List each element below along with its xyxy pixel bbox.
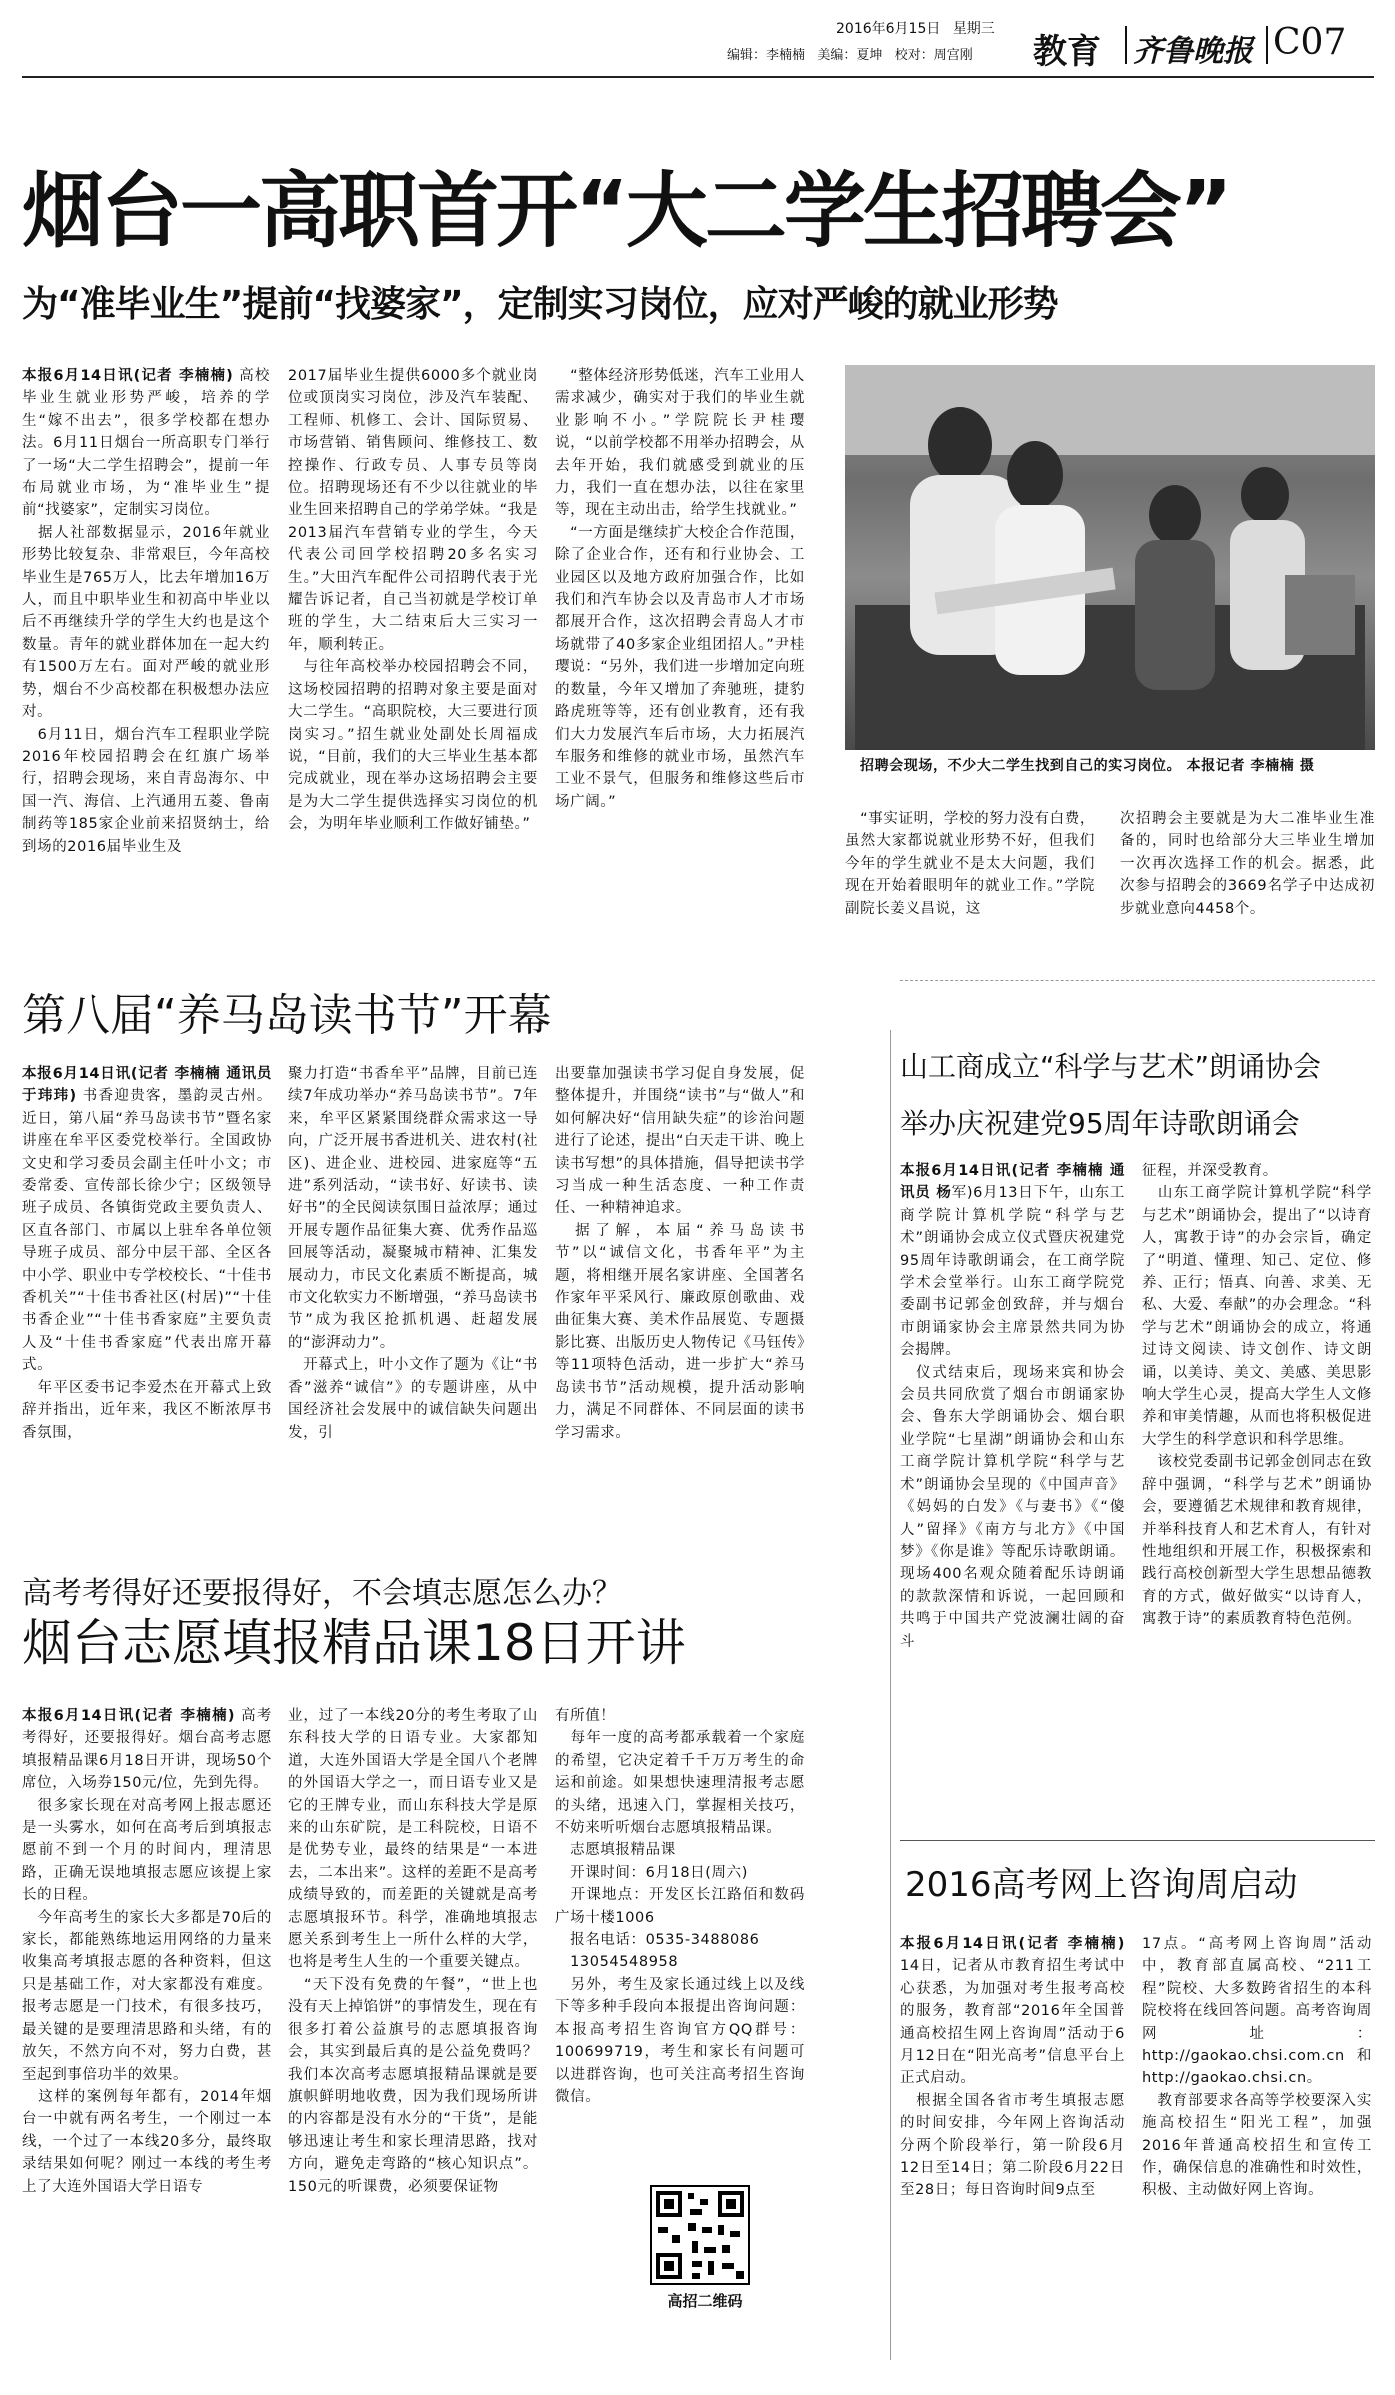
- a5-text-1: 14日，记者从市教育招生考试中心获悉，为加强对考生报考高校的服务，教育部“2016年全国普通高校招生网上咨询周”活动于6月12日在“阳光高考”信息平台上正式启动。 根据全国各省市考生填报志愿的时间安排，今年网上咨询活动分两个阶段举行，第一阶段6月12日至14日；第二阶段6月22日至28日；每日咨询时间9点至: [900, 1958, 1125, 2199]
- photo-illustration-icon: [845, 365, 1375, 750]
- a4-col3: 有所值！ 每年一度的高考都承载着一个家庭的希望，它决定着千千万万考生的命运和前途。如果想快速理清报考志愿的头绪，迅速入门，掌握相关技巧，不妨来听听烟台志愿填报精品课。 志愿填报精品课 开课时间：6月18日(周六) 开课地点：开发区长江路佰和数码广场十楼1006 报名电话：0535-3488086 13054548958 另外，考生及家长通过线上以及线下等多种手段向本报提出咨询问题：本报高考招生咨询官方QQ群号：100699719，考生和家长有问题可以进群咨询，也可关注高考招生咨询微信。: [555, 1708, 805, 2105]
- a2-text-1: 书香迎贵客，墨韵灵古州。近日，第八届“养马岛读书节”暨名家讲座在牟平区委党校举行。全国政协文史和学习委员会副主任叶小文；市委常委、宣传部长徐少宁；区级领导班子成员、各镇街党政主要负责人、区直各部门、市属以上驻牟各单位领导班子成员、部分中层干部、全区各中小学、职业中专学校校长、“十佳书香机关”“十佳书香社区(村居)”“十佳书香企业”“十佳书香家庭”主要负责人及“十佳书香家庭”代表出席开幕式。 年平区委书记李爱杰在开幕式上致辞并指出，近年来，我区不断浓厚书香氛围，: [22, 1088, 272, 1441]
- a5-title: 2016高考网上咨询周启动: [905, 1865, 1298, 1905]
- a2-col3: 出要靠加强读书学习促自身发展，促整体提升，并围绕“读书”与“做人”和如何解决好“信用缺失症”的诊治问题进行了论述，提出“白天走干讲、晚上读书写想”的具体措施，倡导把读书学习当成一种生活态度、一种工作责任、一种精神追求。 据了解，本届“养马岛读书节”以“诚信文化，书香年平”为主题，将相继开展名家讲座、全国著名作家年平采风行、廉政原创歌曲、戏曲征集大赛、美术作品展览、专题摄影比赛、出版历史人物传记《马钰传》等11项特色活动，进一步扩大“养马岛读书节”活动规模，提升活动影响力，满足不同群体、不同层面的读书学习需求。: [555, 1066, 805, 1441]
- masthead-date: [836, 18, 1016, 38]
- a1-subtitle: 为“准毕业生”提前“找婆家”，定制实习岗位，应对严峻的就业形势: [22, 284, 1058, 325]
- a3-title-2: 举办庆祝建党95周年诗歌朗诵会: [900, 1107, 1300, 1140]
- a4-title: 烟台志愿填报精品课18日开讲: [22, 1614, 686, 1672]
- qr-caption: 高招二维码: [667, 2292, 743, 2310]
- a4-col2: 业，过了一本线20分的考生考取了山东科技大学的日语专业。大家都知道，大连外国语大学是全国八个老牌的外国语大学之一，而日语专业又是它的王牌专业，而山东科技大学是原来的山东矿院，是工科院校，日语不是优势专业，最终的结果是“一本进去，二本出来”。这样的差距不是高考成绩导致的，而差距的关键就是高考志愿填报环节。科学，准确地填报志愿关系到考生上一所什么样的大学，也将是考生人生的一个重要关键点。 “天下没有免费的午餐”，“世上也没有天上掉馅饼”的事情发生，现在有很多打着公益旗号的志愿填报咨询会，其实到最后真的是公益免费吗？我们本次高考志愿填报精品课就是要旗帜鲜明地收费，因为我们现场所讲的内容都是没有水分的“干货”，是能够迅速让考生和家长理清思路，找对方向，避免走弯路的“核心知识点”。150元的听课费，必须要保证物: [288, 1708, 538, 2195]
- a3-title-1: 山工商成立“科学与艺术”朗诵协会: [900, 1050, 1322, 1083]
- a3-text-1: 军)6月13日下午，山东工商学院计算机学院“科学与艺术”朗诵协会成立仪式暨庆祝建党95周年诗歌朗诵会，在工商学院学术会堂举行。山东工商学院党委副书记郭金创致辞，并与烟台市朗诵家协会主席景然共同为协会揭牌。 仪式结束后，现场来宾和协会会员共同欣赏了烟台市朗诵家协会、鲁东大学朗诵协会、烟台职业学院“七星湖”朗诵协会和山东工商学院计算机学院“科学与艺术”朗诵协会呈现的《中国声音》《妈妈的白发》《与妻书》《“傻人”留择》《南方与北方》《中国梦》《你是谁》等配乐诗歌朗诵。现场400名观众随着配乐诗朗诵的款款深情和诉说，一起回顾和共鸣于中国共产党波澜壮阔的奋斗: [900, 1185, 1125, 1650]
- a4-col1: [22, 1705, 272, 2380]
- column-divider: [890, 1030, 891, 2360]
- a3-dateline: 本报6月14日讯(记者 李楠楠 通讯员 杨: [900, 1163, 1125, 1202]
- date: 2016年6月15日: [836, 21, 941, 37]
- a1-photo: [845, 365, 1375, 750]
- a1-photo-caption: 招聘会现场，不少大二学生找到自己的实习岗位。 本报记者 李楠楠 摄: [860, 758, 1315, 774]
- a1-col3: “整体经济形势低迷，汽车工业用人需求减少，确实对于我们的毕业生就业影响不小。”学院院长尹桂璎说，“以前学校都不用举办招聘会，从去年开始，我们就感受到就业的压力，我们一直在想办法，以往在家里等，现在主动出击，给学生找就业。” “一方面是继续扩大校企合作范围，除了企业合作，还有和行业协会、工业园区以及地方政府加强合作，比如我们和汽车协会以及青岛市人才市场都展开合作，这次招聘会青岛人才市场就带了40多家企业组团招人。”尹桂璎说：“另外，我们进一步增加定向班的数量，今年又增加了奔驰班，捷豹路虎班等等，还有创业教育，还有我们大力发展汽车后市场，大力拓展汽车服务和维修的就业市场，虽然汽车工业不景气，但服务和维修这些后市场广阔。”: [555, 368, 805, 810]
- a4-dateline: 本报6月14日讯(记者 李楠楠): [22, 1708, 236, 1724]
- paper-logo: 齐鲁晚报: [1133, 34, 1253, 69]
- qr-code-icon: [652, 2187, 748, 2283]
- a4-kicker: 高考考得好还要报得好，不会填志愿怎么办？: [22, 1576, 622, 1611]
- weekday: 星期三: [952, 21, 995, 37]
- a2-title: 第八届“养马岛读书节”开幕: [22, 990, 552, 1041]
- separator-bar: [1266, 26, 1268, 64]
- a2-col1: [22, 1063, 278, 1563]
- top-rule: [22, 76, 1374, 79]
- divider: [900, 980, 1375, 981]
- a1-col4: “事实证明，学校的努力没有白费，虽然大家都说就业形势不好，但我们今年的学生就业不是太大问题，我们现在开始着眼明年的就业工作。”学院副院长姜义昌说，这: [845, 811, 1095, 917]
- a2-dateline: 本报6月14日讯(记者 李楠楠 通讯员 于玮玮): [22, 1066, 278, 1105]
- a1-text-1: 高校毕业生就业形势严峻，培养的学生“嫁不出去”，很多学校都在想办法。6月11日烟台一所高职专门举行了一场“大二学生招聘会”，提前一年布局就业市场，为“准毕业生”提前“找婆家”，定制实习岗位。 据人社部数据显示，2016年就业形势比较复杂、非常艰巨，今年高校毕业生是765万人，比去年增加16万人，而且中职毕业生和初高中毕业以后不再继续升学的学生大约也是这个数量。青年的就业群体加在一起大约有1500万左右。面对严峻的就业形势，烟台不少高校都在积极想办法应对。 6月11日，烟台汽车工程职业学院2016年校园招聘会在红旗广场举行，招聘会现场，来自青岛海尔、中国一汽、海信、上汽通用五菱、鲁南制药等185家企业前来招贤纳士，给到场的2016届毕业生及: [22, 368, 270, 855]
- a1-col5: 次招聘会主要就是为大二准毕业生准备的，同时也给部分大三毕业生增加一次再次选择工作的机会。据悉，此次参与招聘会的3669名学子中达成初步就业意向4458个。: [1120, 811, 1375, 917]
- section-title: 教育: [1033, 32, 1101, 72]
- qr-code[interactable]: [650, 2185, 750, 2285]
- a4-text-1: 高考考得好，还要报得好。烟台高考志愿填报精品课6月18日开讲，现场50个席位，入场券150元/位，先到先得。 很多家长现在对高考网上报志愿还是一头雾水，如何在高考后到填报志愿前不到一个月的时间内，理清思路，正确无误地填报志愿应该提上家长的日程。 今年高考生的家长大多都是70后的家长，都能熟练地运用网络的力量来收集高考填报志愿的各种资料，但这只是基础工作，对大家都没有难度。报考志愿是一门技术，有很多技巧，最关键的是要理清思路和头绪，有的放矢，不然方向不对，努力白费，甚至起到事倍功半的效果。 这样的案例每年都有，2014年烟台一中就有两名考生，一个刚过一本线，一个过了一本线20多分，最终取录结果如何呢？刚过一本线的考生考上了大连外国语大学日语专: [22, 1708, 272, 2195]
- masthead-credits: 编辑：李楠楠 美编：夏坤 校对：周宫刚: [727, 48, 973, 63]
- a5-dateline: 本报6月14日讯(记者 李楠楠): [900, 1936, 1125, 1952]
- separator-bar: [1125, 26, 1127, 64]
- a1-col2: 2017届毕业生提供6000多个就业岗位或顶岗实习岗位，涉及汽车装配、工程师、机修工、会计、国际贸易、市场营销、销售顾问、维修技工、数控操作、行政专员、人事专员等岗位。招聘现场还有不少以往就业的毕业生回来招聘自己的学弟学妹。“我是2013届汽车营销专业的学生，今天代表公司回学校招聘20多名实习生。”大田汽车配件公司招聘代表于光耀告诉记者，自己当初就是学校订单班的学生，大二结束后大三实习一年，顺利转正。 与往年高校举办校园招聘会不同，这场校园招聘的招聘对象主要是面对大二学生。“高职院校，大三要进行顶岗实习。”招生就业处副处长周福成说，“目前，我们的大三毕业生基本都完成就业，现在举办这场招聘会主要是为大二学生提供选择实习岗位的机会，为明年毕业顺利工作做好铺垫。”: [288, 368, 538, 833]
- a5-col1: [900, 1933, 1125, 2363]
- a2-col2: 聚力打造“书香牟平”品牌，目前已连续7年成功举办“养马岛读书节”。7年来，牟平区紧紧围绕群众需求这一导向，广泛开展书香进机关、进农村(社区)、进企业、进校园、进家庭等“五进”系列活动，“读书好、好读书、读好书”的全民阅读氛围日益浓厚；通过开展专题作品征集大赛、优秀作品巡回展等活动，凝聚城市精神、汇集发展动力，市民文化素质不断提高，城市文化软实力不断增强，“养马岛读书节”成为我区抢抓机遇、赶超发展的“澎湃动力”。 开幕式上，叶小文作了题为《让“书香”滋养“诚信”》的专题讲座，从中国经济社会发展中的诚信缺失问题出发，引: [288, 1066, 538, 1441]
- a1-title: 烟台一高职首开“大二学生招聘会”: [22, 164, 1230, 259]
- a5-col2: 17点。“高考网上咨询周”活动中，教育部直属高校、“211工程”院校、大多数跨省招生的本科院校将在线回答问题。高考咨询周网址：http://gaokao.chsi.com.cn和http://gaokao.chsi.cn。 教育部要求各高等学校要深入实施高校招生“阳光工程”，加强2016年普通高校招生和宣传工作，确保信息的准确性和时效性，积极、主动做好网上咨询。: [1142, 1936, 1372, 2199]
- a1-col1: [22, 365, 270, 965]
- divider: [900, 1840, 1375, 1841]
- a1-dateline: 本报6月14日讯(记者 李楠楠): [22, 368, 234, 384]
- page-number: C07: [1273, 22, 1347, 63]
- a3-col2: 征程，并深受教育。 山东工商学院计算机学院“科学与艺术”朗诵协会，提出了“以诗育人，寓教于诗”的办会宗旨，确定了“明道、懂理、知己、定位、修养、正行；悟真、向善、求美、无私、大爱、奉献”的办会理念。“科学与艺术”朗诵协会的成立，将通过诗文阅读、诗文创作、诗文朗诵，以美诗、美文、美感、美思影响大学生心灵，提高大学生人文修养和审美情趣，从而也将积极促进大学生的科学意识和科学思维。 该校党委副书记郭金创同志在致辞中强调，“科学与艺术”朗诵协会，要遵循艺术规律和教育规律，并举科技育人和艺术育人，有针对性地组织和开展工作，积极探索和践行高校创新型大学生思想品德教育的方式，做好做实“以诗育人，寓教于诗”的素质教育特色范例。: [1142, 1163, 1372, 1628]
- a3-col1: [900, 1160, 1125, 1810]
